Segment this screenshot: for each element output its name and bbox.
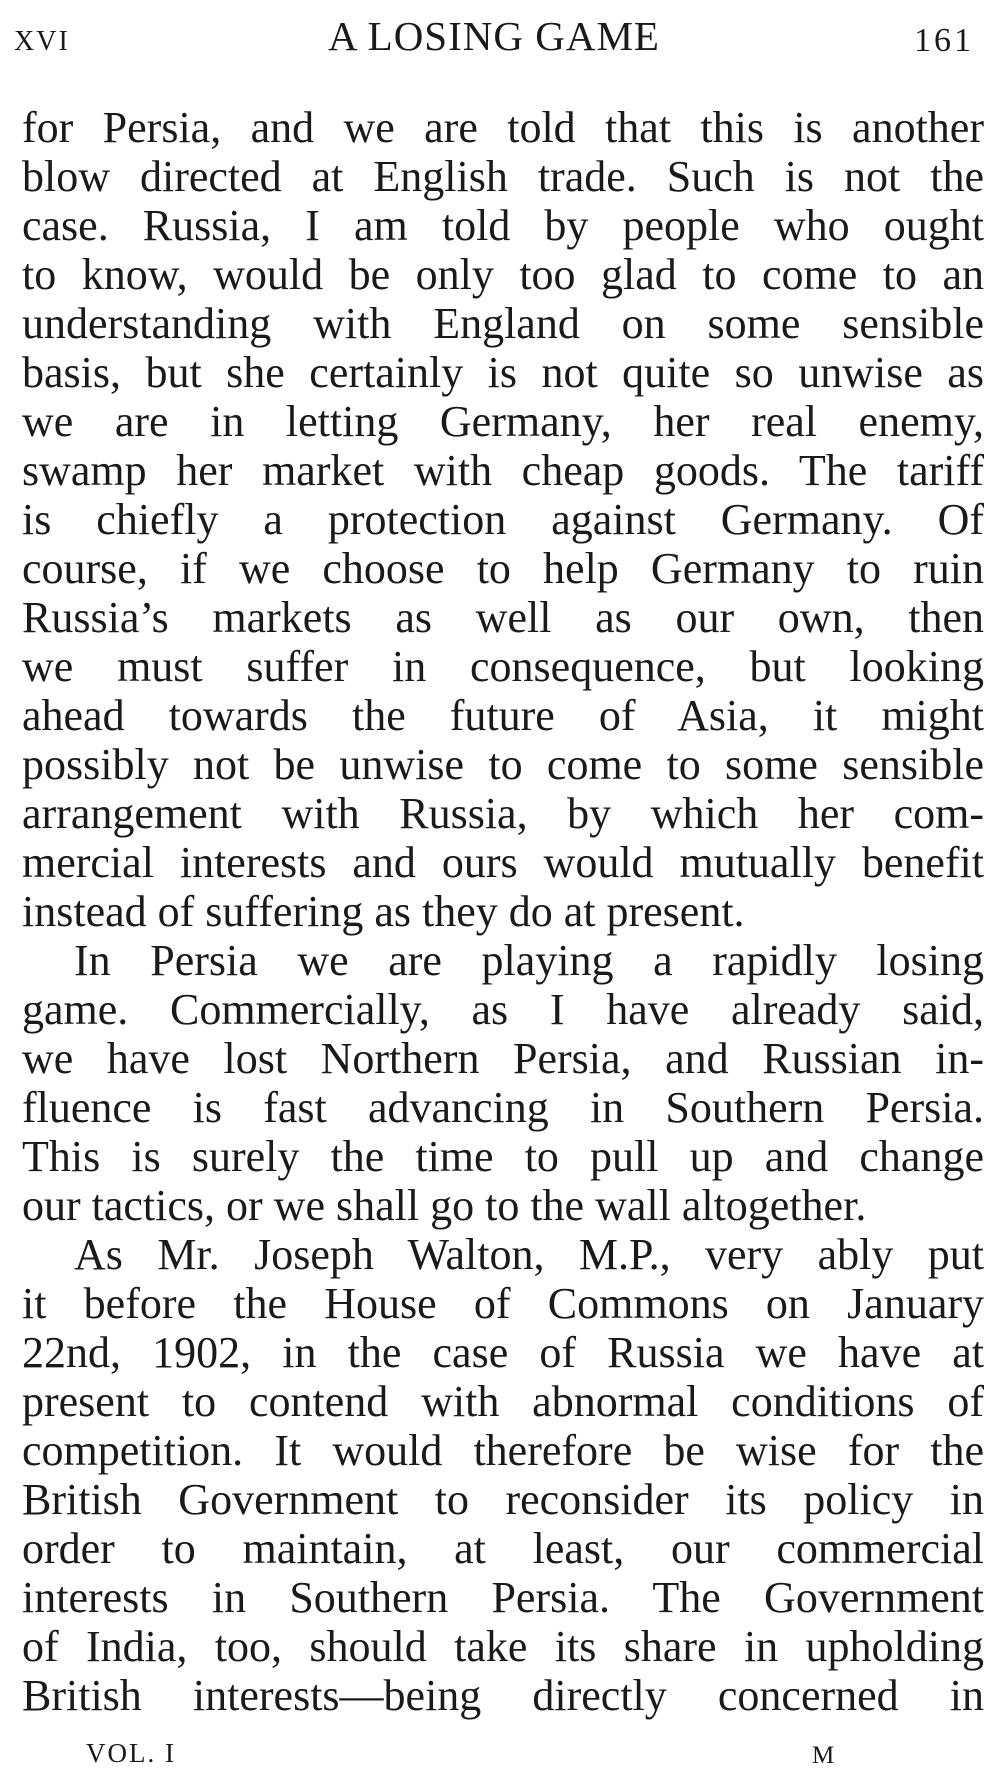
text-line: case. Russia, I am told by people who ought	[22, 201, 984, 250]
text-line: fluence is fast advancing in Southern Persia.	[22, 1083, 984, 1132]
text-line: our tactics, or we shall go to the wall altogether.	[22, 1181, 867, 1230]
text-line: competition. It would therefore be wise for the	[22, 1426, 984, 1475]
text-line: for Persia, and we are told that this is another	[22, 103, 984, 152]
text-line: As Mr. Joseph Walton, M.P., very ably put	[74, 1230, 984, 1279]
signature-mark: M	[812, 1742, 837, 1769]
paragraph	[22, 1230, 984, 1720]
running-head	[14, 12, 974, 62]
chapter-number: XVI	[14, 26, 70, 57]
text-line: Russia’s markets as well as our own, then	[22, 593, 984, 642]
text-line: swamp her market with cheap goods. The tariff	[22, 446, 984, 495]
text-line: present to contend with abnormal conditions of	[22, 1377, 984, 1426]
volume-marker: VOL. I	[86, 1738, 176, 1768]
text-line: possibly not be unwise to come to some sensible	[22, 740, 984, 789]
text-line: mercial interests and ours would mutually benefit	[22, 838, 984, 887]
text-line: it before the House of Commons on January	[22, 1279, 984, 1328]
text-line: course, if we choose to help Germany to ruin	[22, 544, 984, 593]
text-line: understanding with England on some sensible	[22, 299, 984, 348]
text-line: blow directed at English trade. Such is not the	[22, 152, 984, 201]
paragraph	[22, 936, 984, 1230]
text-line: British Government to reconsider its policy in	[22, 1475, 984, 1524]
text-line: we must suffer in consequence, but looking	[22, 642, 984, 691]
text-line: instead of suffering as they do at present.	[22, 887, 745, 936]
paragraph	[22, 103, 984, 936]
text-line: game. Commercially, as I have already said,	[22, 985, 984, 1034]
text-line: to know, would be only too glad to come to an	[22, 250, 984, 299]
text-line: This is surely the time to pull up and change	[22, 1132, 984, 1181]
page-number: 161	[914, 22, 974, 59]
text-line: 22nd, 1902, in the case of Russia we have at	[22, 1328, 984, 1377]
text-line: In Persia we are playing a rapidly losing	[74, 936, 984, 985]
text-line: we have lost Northern Persia, and Russian in-	[22, 1034, 984, 1083]
body-text	[22, 103, 984, 1720]
page-footer	[0, 1738, 1000, 1774]
running-title: A LOSING GAME	[328, 13, 660, 59]
text-line: is chiefly a protection against Germany. Of	[22, 495, 984, 544]
text-line: order to maintain, at least, our commercial	[22, 1524, 984, 1573]
text-line: arrangement with Russia, by which her com-	[22, 789, 984, 838]
text-line: interests in Southern Persia. The Government	[22, 1573, 984, 1622]
text-line: of India, too, should take its share in upholding	[22, 1622, 984, 1671]
text-line: we are in letting Germany, her real enemy,	[22, 397, 984, 446]
text-line: British interests—being directly concerned in	[22, 1671, 984, 1720]
text-line: basis, but she certainly is not quite so unwise as	[22, 348, 984, 397]
text-line: ahead towards the future of Asia, it might	[22, 691, 984, 740]
